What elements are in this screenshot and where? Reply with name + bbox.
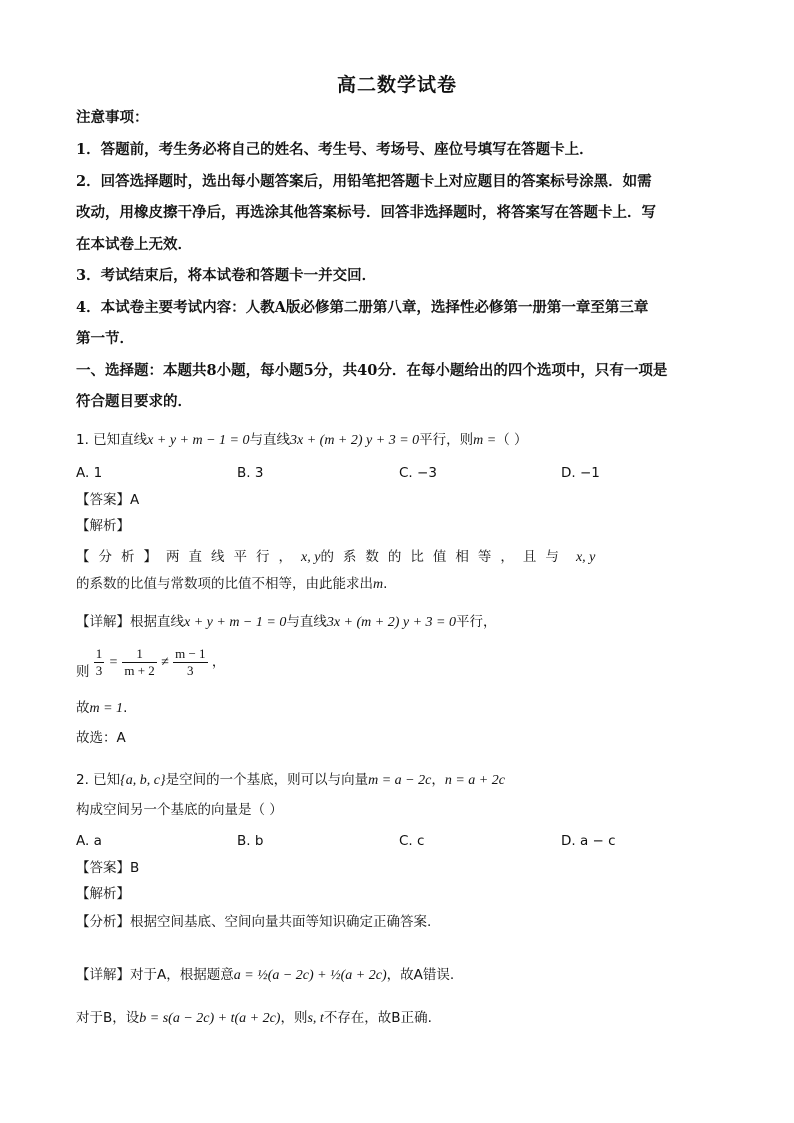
q2-analysis: 【分析】根据空间基底、空间向量共面等知识确定正确答案. — [76, 914, 432, 930]
q1-detail-mid: 与直线 — [286, 614, 327, 630]
notice-heading: 注意事项： — [76, 109, 149, 126]
q1-eq1: x + y + m − 1 = 0 — [147, 433, 250, 448]
q1-analysis-part1: 【分析】两直线平行， — [76, 549, 301, 565]
q1-analysis-xy: x, y — [301, 550, 321, 565]
q1-frac-comma: ， — [211, 654, 226, 670]
notice-item-3: 3．考试结束后，将本试卷和答题卡一并交回． — [76, 267, 377, 284]
q1-analysis-xy-2: x, y — [575, 550, 596, 565]
q2-analysis-label: 【解析】 — [76, 886, 130, 902]
q1-frac-3 — [173, 646, 207, 679]
q1-detail-line — [76, 612, 496, 633]
q2-option-b: B. b — [237, 833, 264, 849]
page-title: 高二数学试卷 — [336, 74, 457, 96]
notice-item-2-cont: 改动，用橡皮擦干净后，再选涂其他答案标号．回答非选择题时，将答案写在答题卡上．写 — [76, 204, 656, 221]
q1-analysis-line2 — [76, 574, 387, 595]
q2-mid: 是空间的一个基底，则可以与向量 — [165, 772, 369, 788]
q1-frac-1 — [94, 646, 105, 679]
q2-option-d: D. a − c — [561, 833, 616, 849]
q1-var: m = — [473, 433, 497, 448]
q2-detail-b-prefix: 对于B，设 — [76, 1010, 140, 1026]
q1-fraction-line — [76, 645, 225, 689]
q2-detail-a — [76, 965, 454, 986]
q2-basis: {a, b, c} — [120, 773, 166, 788]
q1-frac-2-num: 1 — [122, 646, 156, 663]
q1-analysis-part2: 的系数的比值与常数项的比值不相等，由此能求出 — [76, 576, 373, 592]
q1-option-b: B. 3 — [237, 465, 264, 481]
q1-frac-2 — [122, 646, 156, 679]
q2-detail-b — [76, 1008, 432, 1029]
q2-detail-b-var: s, t — [307, 1011, 324, 1026]
q1-not-equal: ≠ — [161, 655, 169, 670]
q1-detail-suffix: 平行， — [455, 614, 497, 630]
q2-vec-m: m = a − 2c — [368, 773, 432, 788]
q1-frac-1-num: 1 — [95, 645, 103, 661]
notice-item-4-cont: 第一节． — [76, 330, 134, 347]
q2-option-a: A. a — [76, 833, 102, 849]
q2-detail-b-mid: ，则 — [280, 1010, 308, 1026]
q1-equals: = — [108, 655, 119, 670]
q2-detail-a-eq: a = ½(a − 2c) + ½(a + 2c) — [233, 968, 387, 983]
section-heading-cont: 符合题目要求的． — [76, 393, 192, 410]
q1-then: 则 — [76, 664, 90, 680]
section-heading: 一、选择题：本题共8小题，每小题5分，共40分．在每小题给出的四个选项中，只有一项是 — [76, 362, 668, 379]
q1-stem — [76, 430, 528, 451]
q2-stem — [76, 770, 505, 791]
q1-frac-1-den: 3 — [95, 662, 103, 678]
q1-option-a: A. 1 — [76, 465, 103, 481]
q1-frac-3-den: 3 — [187, 662, 194, 678]
q1-suffix: 平行，则 — [419, 432, 474, 448]
q1-detail-eq1: x + y + m − 1 = 0 — [184, 615, 287, 630]
q1-option-d: D. −1 — [561, 465, 600, 481]
q1-detail-eq2: 3x + (m + 2) y + 3 = 0 — [326, 615, 456, 630]
q1-result: m = 1 — [89, 701, 124, 716]
q2-vec-n: n = a + 2c — [444, 773, 505, 788]
q1-answer: 【答案】A — [76, 492, 140, 508]
q1-detail-prefix: 【详解】根据直线 — [76, 614, 184, 630]
q1-analysis-var: m — [373, 577, 384, 592]
q1-analysis-line1 — [76, 547, 595, 568]
q1-analysis-label: 【解析】 — [76, 518, 130, 534]
q1-choose: 故选：A — [76, 730, 126, 746]
q1-so: 故 — [76, 700, 90, 716]
q2-comma: ， — [431, 772, 445, 788]
q2-option-c: C. c — [399, 833, 425, 849]
notice-item-4: 4．本试卷主要考试内容：人教A版必修第二册第八章，选择性必修第一册第一章至第三章 — [76, 299, 649, 316]
q1-frac-2-den: m + 2 — [124, 662, 155, 678]
q1-mid: 与直线 — [249, 432, 290, 448]
q1-prefix: 1. 已知直线 — [76, 432, 148, 448]
q1-eq2: 3x + (m + 2) y + 3 = 0 — [290, 433, 420, 448]
notice-item-2-end: 在本试卷上无效． — [76, 236, 192, 253]
q2-prefix: 2. 已知 — [76, 772, 121, 788]
q2-answer: 【答案】B — [76, 860, 140, 876]
q2-detail-b-eq: b = s(a − 2c) + t(a + 2c) — [139, 1011, 281, 1026]
q1-option-c: C. −3 — [399, 465, 437, 481]
q2-detail-a-suffix: ，故A错误. — [386, 967, 455, 983]
notice-item-1: 1．答题前，考生务必将自己的姓名、考生号、考场号、座位号填写在答题卡上． — [76, 141, 594, 158]
q1-bracket: （ ） — [496, 432, 528, 448]
q1-frac-3-num: m − 1 — [175, 645, 206, 661]
q1-analysis-end: . — [383, 576, 388, 592]
notice-item-2: 2．回答选择题时，选出每小题答案后，用铅笔把答题卡上对应题目的答案标号涂黑．如需 — [76, 173, 652, 190]
q2-detail-a-prefix: 【详解】对于A，根据题意 — [76, 967, 234, 983]
q1-result-dot: . — [123, 700, 128, 716]
q1-result-line — [76, 698, 127, 719]
q1-analysis-part1b: 的系数的比值相等，且与 — [320, 549, 568, 565]
q2-detail-b-suffix: 不存在，故B正确. — [323, 1010, 432, 1026]
q2-stem-cont: 构成空间另一个基底的向量是（ ） — [76, 802, 283, 818]
